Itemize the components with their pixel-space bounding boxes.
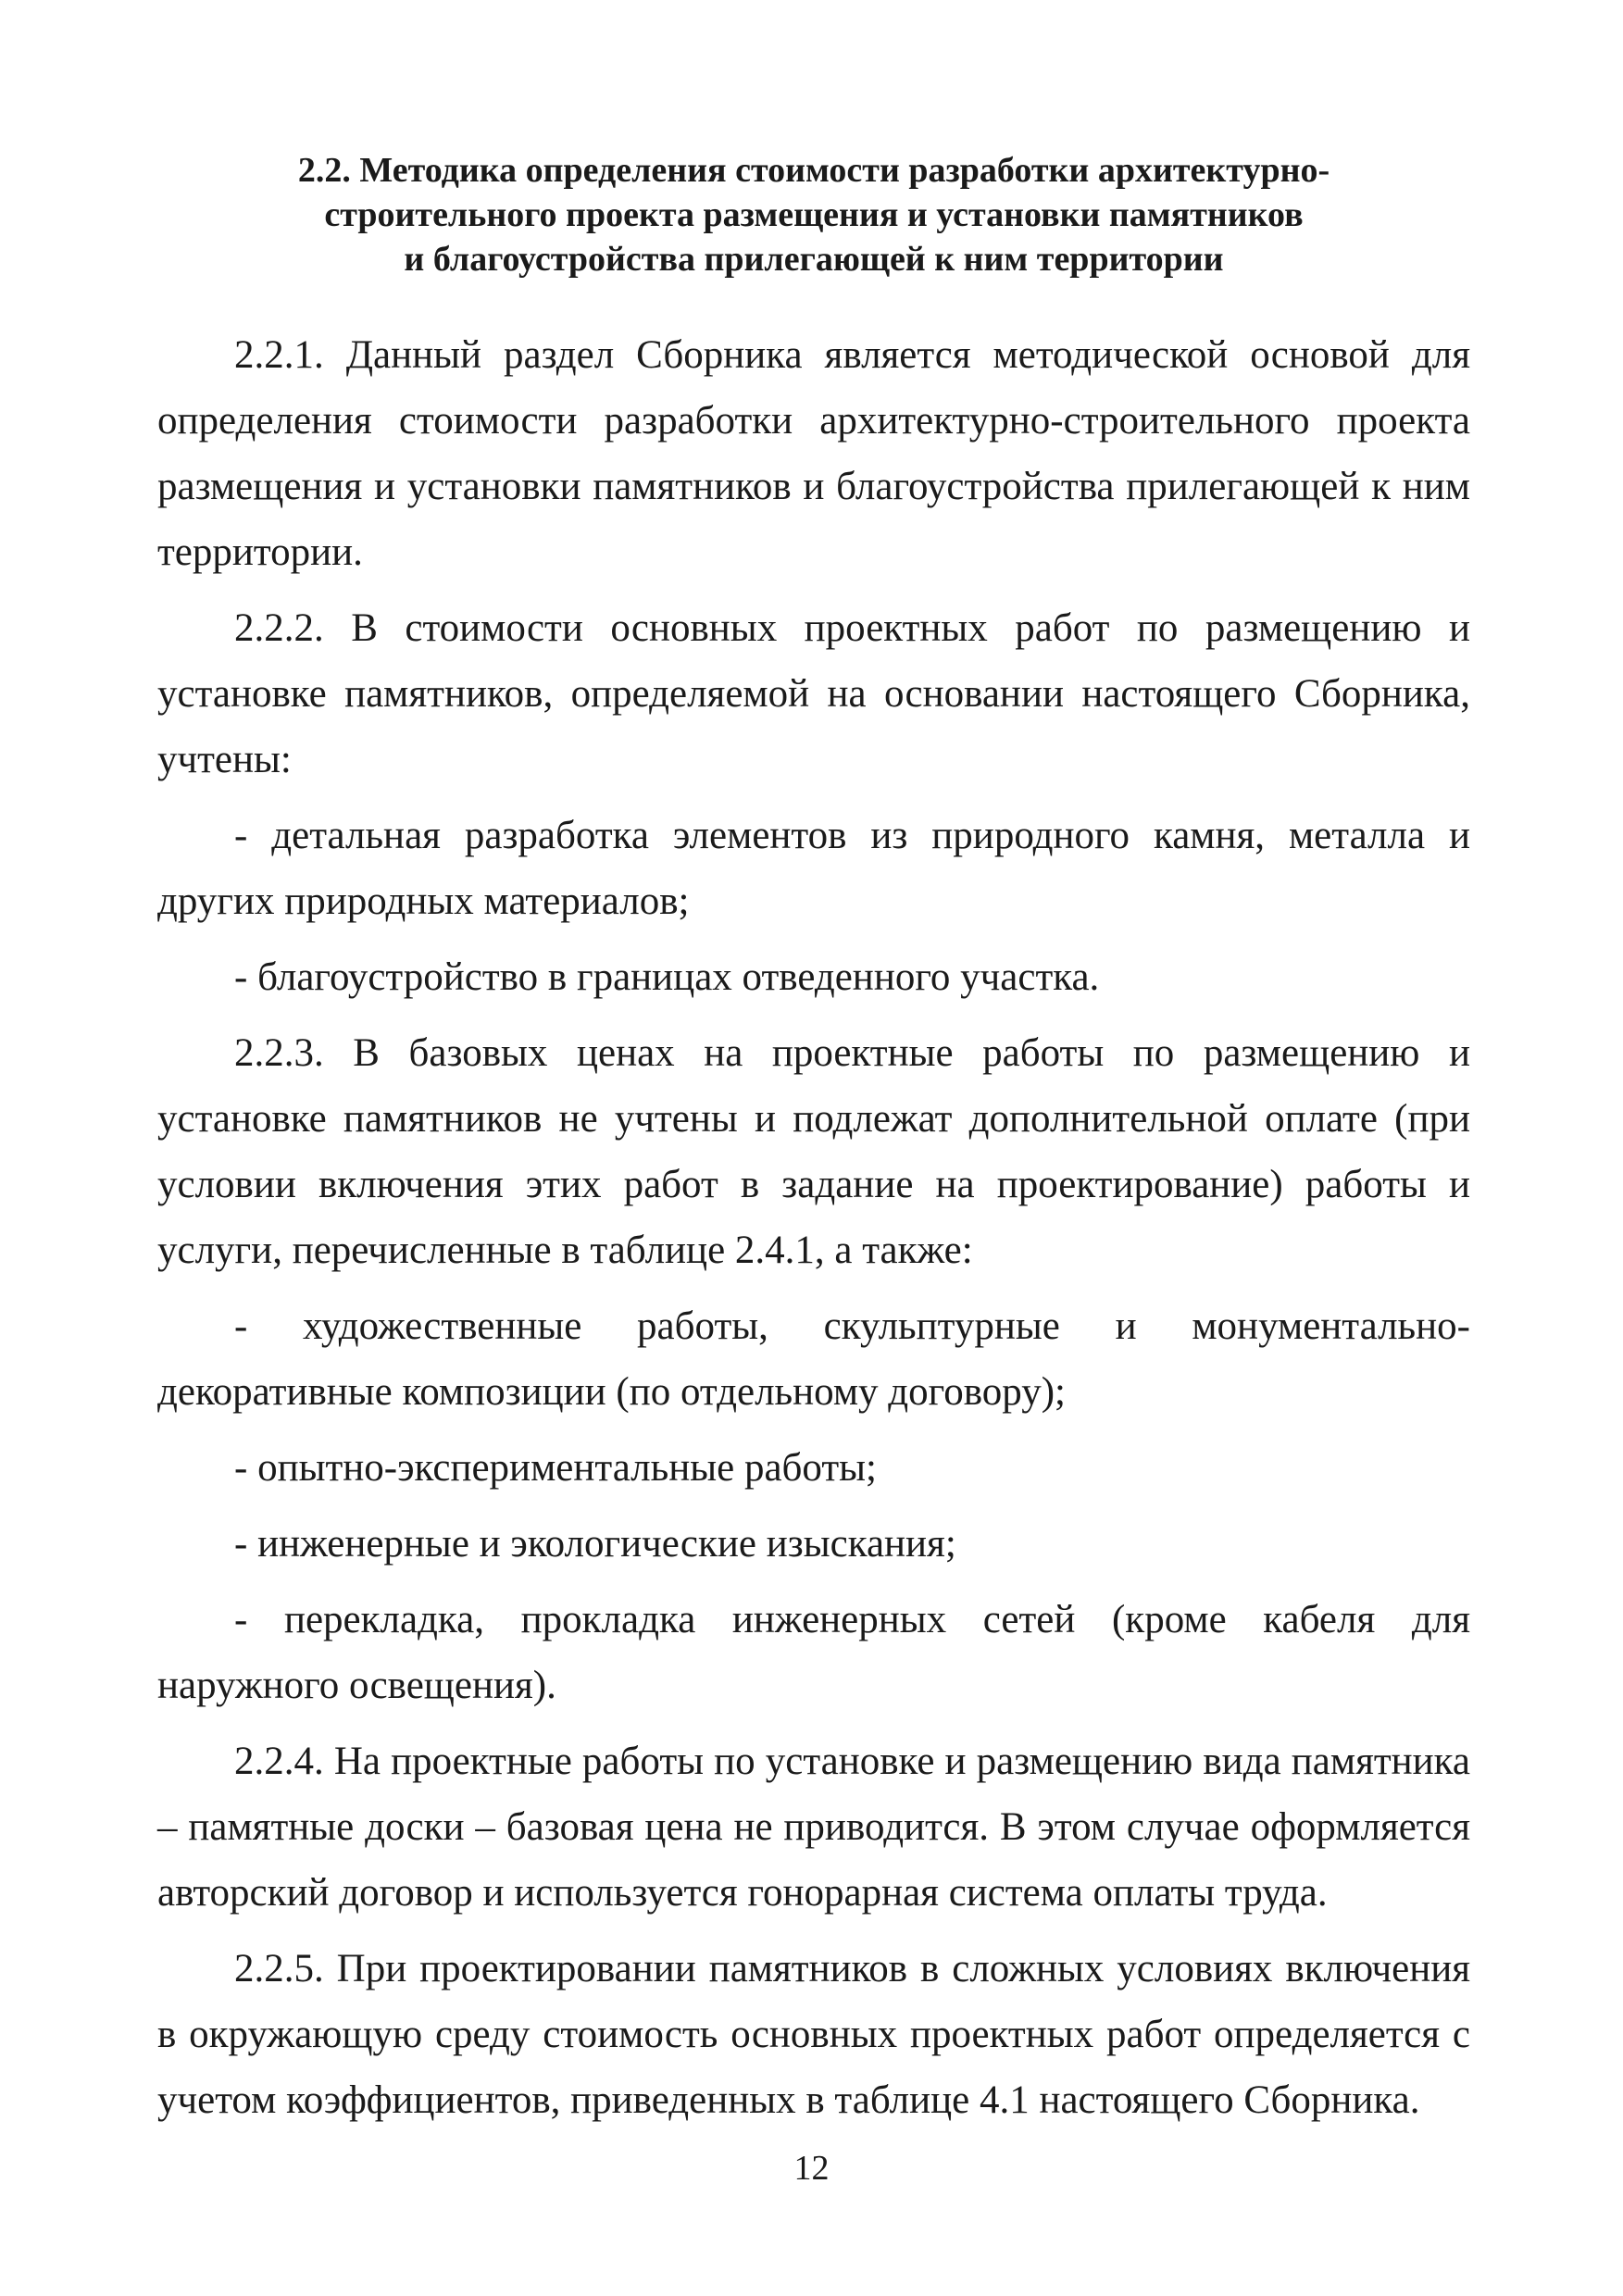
section-heading (157, 148, 1470, 281)
heading-line-3: и благоустройства прилегающей к ним территории (404, 240, 1224, 279)
list-item: - детальная разработка элементов из природного камня, металла и других природных материалов; (157, 814, 1470, 923)
paragraph-2-2-4: 2.2.4. На проектные работы по установке и размещению вида памятника – памятные доски – базовая цена не приводится. В этом случае оформляется авторский договор и используется гонорарная система оплаты труда. (157, 1740, 1470, 1915)
list-item: - благоустройство в границах отведенного участка. (234, 955, 1100, 999)
document-page (157, 148, 1470, 2143)
heading-line-2: строительного проекта размещения и установки памятников (324, 195, 1304, 234)
list-item: - художественные работы, скульптурные и монументально-декоративные композиции (по отдельному договору); (157, 1304, 1470, 1414)
heading-line-1: 2.2. Методика определения стоимости разработки архитектурно- (297, 151, 1330, 190)
paragraph-2-2-3: 2.2.3. В базовых ценах на проектные работы по размещению и установке памятников не учтены и подлежат дополнительной оплате (при условии включения этих работ в задание на проектирование) работы и услуги, перечисленные в таблице 2.4.1, а также: (157, 1031, 1470, 1272)
paragraph-2-2-2: 2.2.2. В стоимости основных проектных работ по размещению и установке памятников, определяемой на основании настоящего Сборника, учтены: (157, 606, 1470, 781)
list-item: - перекладка, прокладка инженерных сетей (кроме кабеля для наружного освещения). (157, 1598, 1470, 1707)
page-number: 12 (793, 2149, 830, 2188)
list-item: - инженерные и экологические изыскания; (234, 1522, 956, 1566)
paragraph-2-2-1: 2.2.1. Данный раздел Сборника является методической основой для определения стоимости разработки архитектурно-строительного проекта размещения и установки памятников и благоустройства прилегающей к ним территории. (157, 333, 1470, 574)
list-item: - опытно-экспериментальные работы; (234, 1446, 877, 1490)
paragraph-2-2-5: 2.2.5. При проектировании памятников в сложных условиях включения в окружающую среду стоимость основных проектных работ определяется с учетом коэффициентов, приведенных в таблице 4.1 настоящего Сборника. (157, 1947, 1470, 2122)
